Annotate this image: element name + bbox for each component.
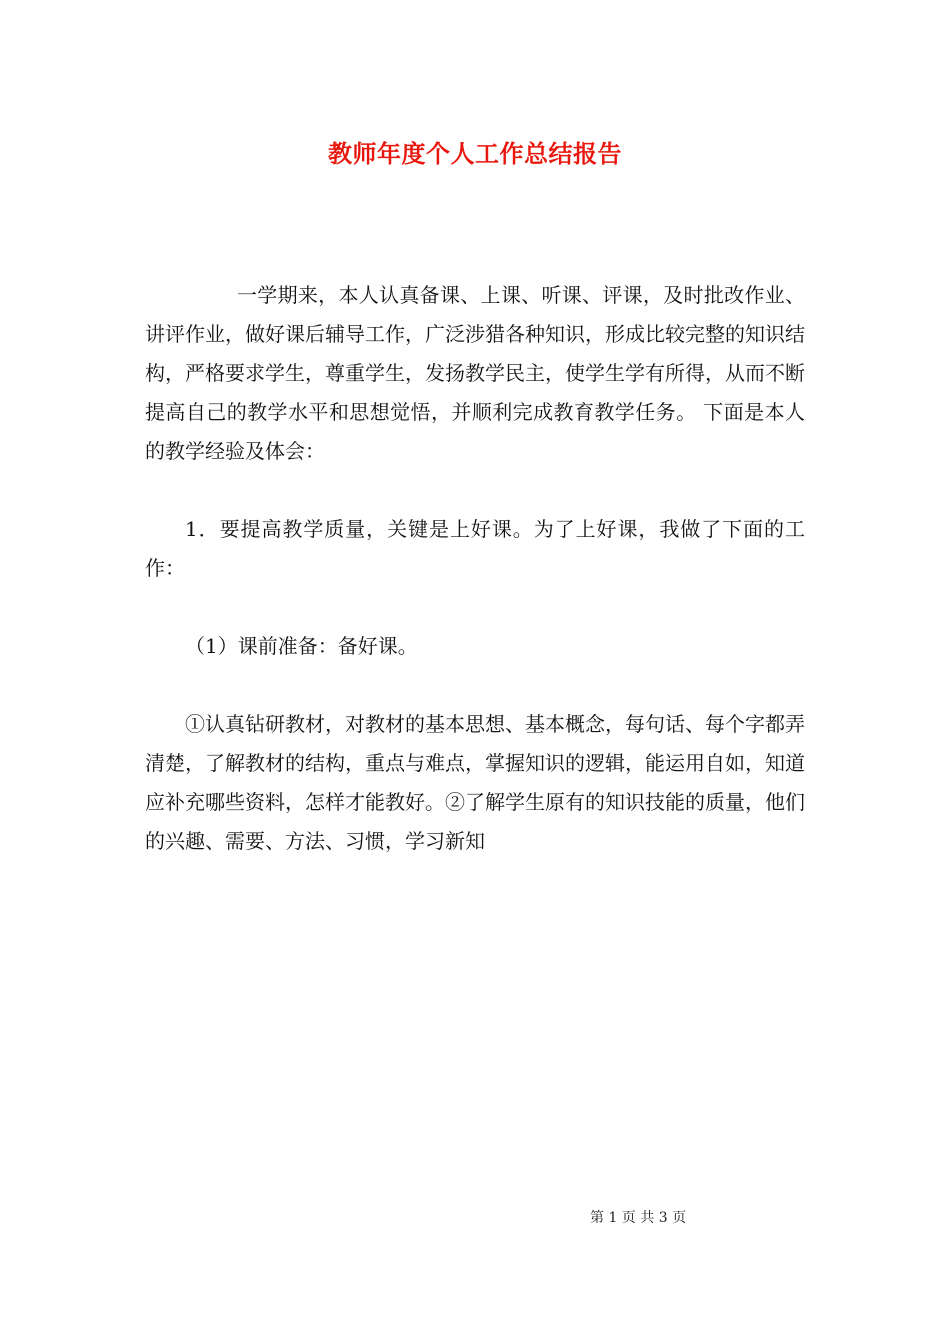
document-title: 教师年度个人工作总结报告 [328, 139, 622, 168]
paragraph-subpoint-1: （1）课前准备：备好课。 [185, 634, 418, 658]
paragraph-intro: 一学期来，本人认真备课、上课、听课、评课，及时批改作业、讲评作业，做好课后辅导工作，广泛涉猎各种知识，形成比较完整的知识结构，严格要求学生，尊重学生，发扬教学民主，使学生学有所得，从而不断提高自己的教学水平和思想觉悟，并顺利完成教育教学任务。 下面是本人的教学经验及体会： [145, 283, 805, 463]
paragraph-detail: ①认真钻研教材，对教材的基本思想、基本概念，每句话、每个字都弄清楚，了解教材的结构，重点与难点，掌握知识的逻辑，能运用自如，知道应补充哪些资料，怎样才能教好。②了解学生原有的知识技能的质量，他们的兴趣、需要、方法、习惯，学习新知 [145, 712, 805, 853]
document-body [145, 276, 805, 900]
page-footer: 第 1 页 共 3 页 [590, 1210, 687, 1226]
paragraph-point-1: 1．要提高教学质量，关键是上好课。为了上好课，我做了下面的工作： [145, 517, 805, 580]
